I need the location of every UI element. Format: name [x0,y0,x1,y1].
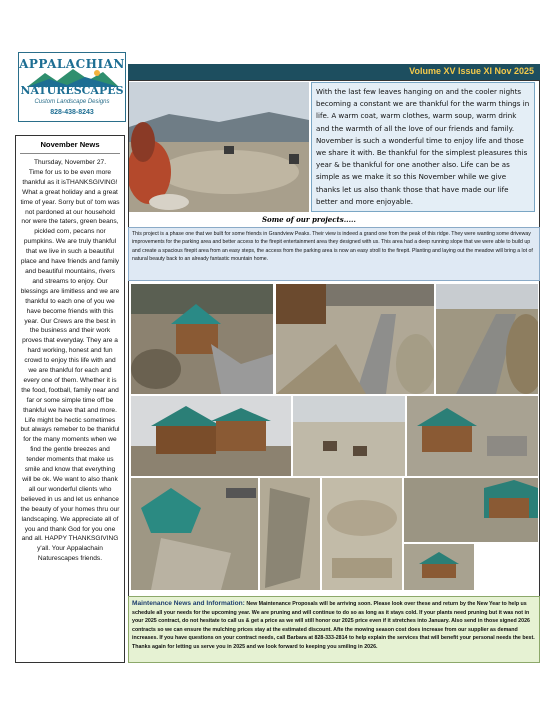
project-photo-firepit-site [293,396,405,476]
project-photo-house-side [407,396,538,476]
issue-banner: Volume XV Issue XI Nov 2025 [128,64,540,80]
project-photo-retaining-wall [260,478,320,590]
project-photo-house-driveway [131,284,273,394]
logo-line1: APPALACHIAN [19,57,125,71]
logo-tagline: Custom Landscape Designs [34,99,110,105]
november-news-heading: November News [20,140,120,154]
maintenance-news [128,596,540,663]
project-photo-house-front [131,396,291,476]
november-news-column [15,135,125,663]
project-photo-aerial-house [131,478,258,590]
project-photo-house-distance [404,544,474,590]
logo-phone: 828-438-8243 [50,109,94,116]
firepit-hero-photo [129,82,309,212]
logo-line2: NATURESCAPES [20,84,124,97]
november-news-body: Thursday, November 27. Time for us to be even more thankful as it isTHANKSGIVING! What a great holiday and a great time of year. Sorry but ol' tom was not pardoned at our household nor were the taters, green beans, pickled corn, pecans nor pumpkins. We are truly thankful that we live in such a beautiful place and have friends and family and beautiful mountains, rivers and streams to enjoy. Our blessings are limitless and we are thankful to each one of you we have become friends with this year. Our Crews are the best in the business and their work proves that everyday. They are a hard working, honest and fun crowd to enjoy this life with and we are thankful for each and every one of them. Whether it is the food, football, family near and far or some simple time off be thankful we have that and more. Life might be hectic sometimes but always remeber to be thankful for the many moments when we find the gentle breezes and tender moments that make us smile and know that everything will be ok. We want to also thank all our wonderful clients who believed in us and let us enhance the beauty of your homes thru our landscaping. We appreciate all of you and thank God for you one and all. HAPPY THANKSGIVING y'all. Your Appalachain Naturescapes friends. [20,159,120,563]
intro-message: With the last few leaves hanging on and the cooler nights becoming a constant we are thankful for the warm things in life. A warm coat, warm clothes, warm soup, warm drink and the warmth of all the love of our friends and family. November is such a wonderful time to enjoy life and those we share it with. Be thankful for the simplest pleasures this year & be thankful for one another also. Life can be as simple as we make it so this November while we give thanks let us also thank those that have made our life better and more enjoyable. [311,82,535,212]
maintenance-text: New Maintenance Proposals will be arriving soon. Please look over these and return by the New Year to help us schedule all your needs for the upcoming year. We are pruning and will continue to do so as long as it stays cold. If your plants need pruning but it was not in your 2025 contract, do not hesitate to call us & get a price as we will still honor our 2025 price even if it stretches into January. Also send in those signed 2026 contracts so we can ensure the mulching prices stay at the estimated discount. Afte the mowing season cost does increase from our supplier as demand increases. If you have questions on your contract needs, call Barbara at 828-333-2814 to help explain the services that will benefit your personal needs the best. Thanks again for letting us serve you in 2025 and we look forward to keeping you smiling in 2026. [132,601,535,650]
maintenance-title: Maintenance News and Information: [132,600,245,607]
project-photo-house-parking [404,478,538,542]
project-photo-meadow [322,478,402,590]
project-photo-terraced-steps [436,284,538,394]
projects-caption: Some of our projects..... [262,215,356,224]
project-description: This project is a phase one that we built for some friends in Grandview Peaks. Their view is indeed a grand one from the peak of this ridge. They were wanting some driveway improvements for the parking area and better access to the firepit entertainment area they designed with us. This area had a deep running slope that we were able to build up and create a spacious firepit area from an easy steps, the access from the parking area is now an easy stroll to the firepit. Planting and laying out the meadow will bring a lot of natural beauty back to an already fantastic mountain home. [128,227,540,281]
project-photo-stone-steps [276,284,434,394]
company-logo [18,52,126,122]
